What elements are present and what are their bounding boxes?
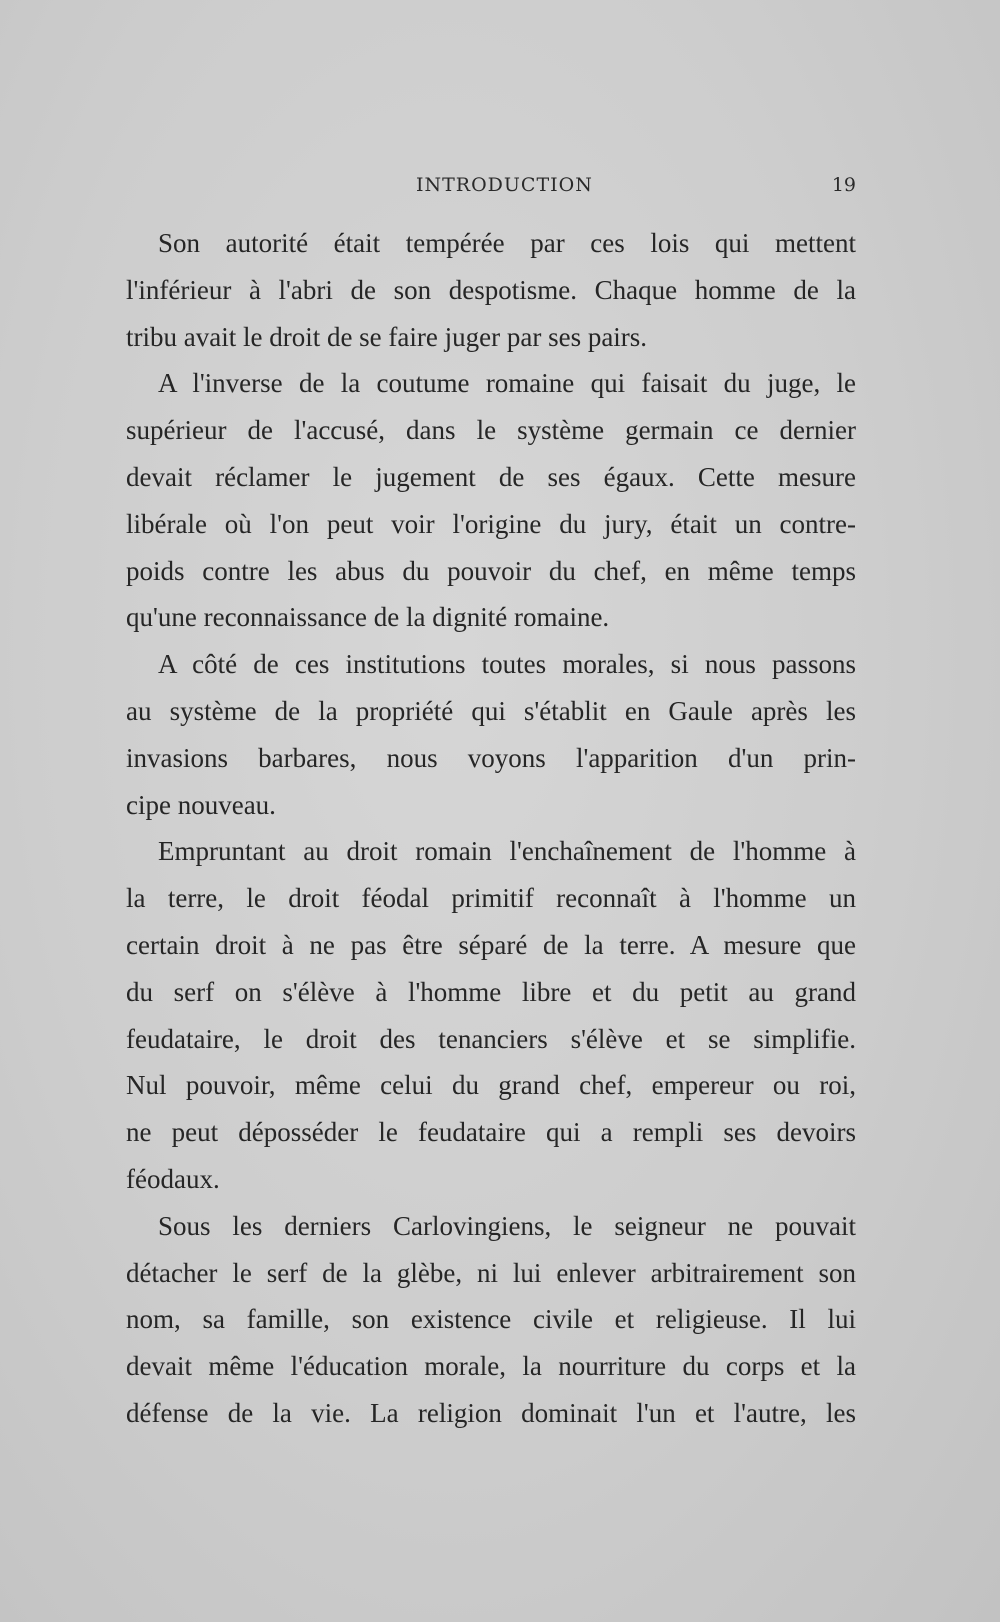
page-header [126,174,856,204]
text-line: nom, sa famille, son existence civile et religieuse. Il lui [126,1304,856,1335]
text-line: A l'inverse de la coutume romaine qui faisait du juge, le [158,368,856,399]
text-line: invasions barbares, nous voyons l'apparition d'un prin- [126,742,856,773]
text-line: certain droit à ne pas être séparé de la terre. A mesure que [126,929,856,960]
text-line: Empruntant au droit romain l'enchaînement de l'homme à [158,836,856,867]
text-line: cipe nouveau. [126,789,276,820]
text-line: libérale où l'on peut voir l'origine du jury, était un contre- [126,508,856,539]
text-line: ne peut déposséder le feudataire qui a rempli ses devoirs [126,1117,856,1148]
text-line: tribu avait le droit de se faire juger par ses pairs. [126,321,648,352]
text-line: du serf on s'élève à l'homme libre et du petit au grand [126,976,856,1007]
text-line: poids contre les abus du pouvoir du chef, en même temps [126,555,856,586]
text-line: feudataire, le droit des tenanciers s'élève et se simplifie. [126,1023,856,1054]
text-line: supérieur de l'accusé, dans le système germain ce dernier [126,415,856,446]
text-line: Sous les derniers Carlovingiens, le seigneur ne pouvait [158,1210,856,1241]
page-number: 19 [831,174,856,196]
text-line: la terre, le droit féodal primitif reconnaît à l'homme un [126,883,856,914]
text-line: défense de la vie. La religion dominait l'un et l'autre, les [126,1397,856,1428]
text-line: devait réclamer le jugement de ses égaux. Cette mesure [126,461,856,492]
text-line: l'inférieur à l'abri de son despotisme. Chaque homme de la [126,274,856,305]
text-line: A côté de ces institutions toutes morales, si nous passons [158,649,856,680]
text-line: qu'une reconnaissance de la dignité romaine. [126,602,610,633]
text-line: Son autorité était tempérée par ces lois qui mettent [158,228,856,258]
text-line: Nul pouvoir, même celui du grand chef, empereur ou roi, [126,1070,856,1101]
text-line: féodaux. [126,1163,220,1194]
body-text [126,220,856,1437]
text-line: devait même l'éducation morale, la nourriture du corps et la [126,1351,856,1382]
text-line: au système de la propriété qui s'établit en Gaule après les [126,695,856,726]
running-title: INTRODUCTION [416,174,593,196]
text-line: détacher le serf de la glèbe, ni lui enlever arbitrairement son [126,1257,856,1288]
